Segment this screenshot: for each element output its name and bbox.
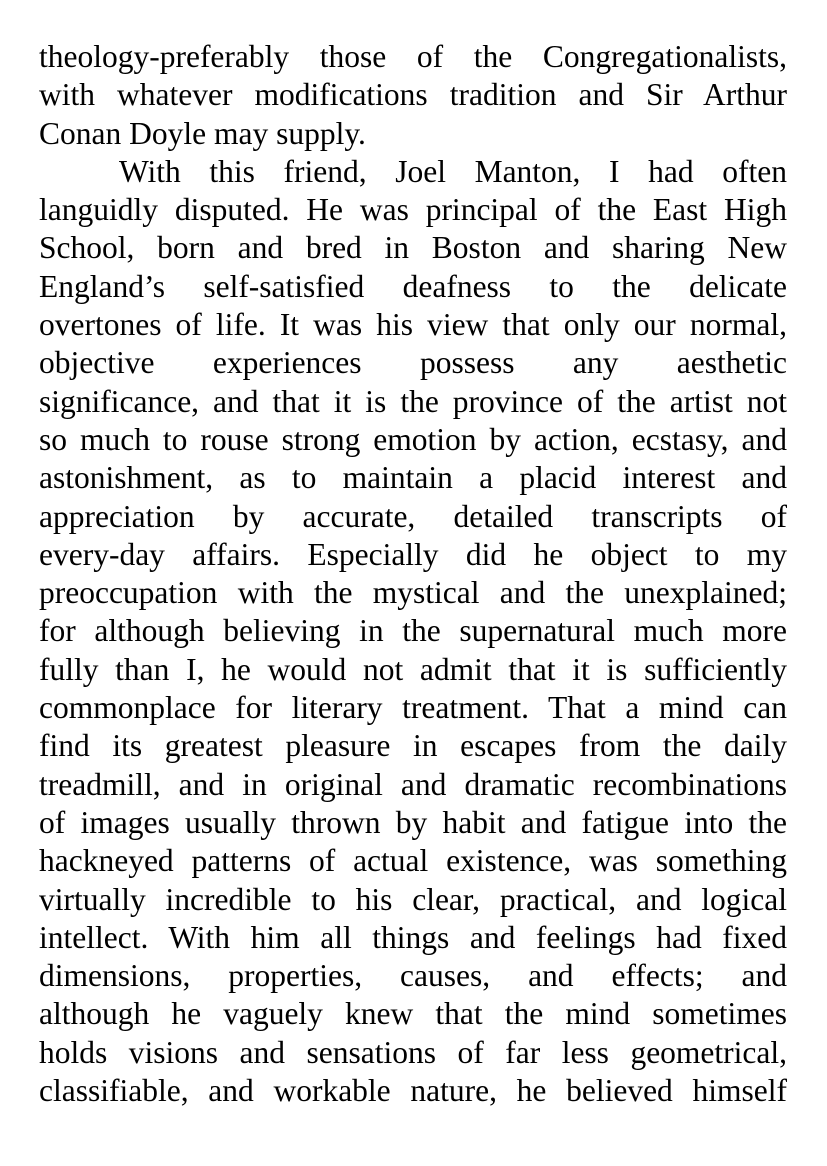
text-line: With this friend, Joel Manton, I had often — [119, 153, 787, 189]
text-line: fully than I, he would not admit that it is sufficiently — [39, 651, 787, 687]
text-line: virtually incredible to his clear, practical, and logical — [39, 881, 787, 917]
text-line: objective experiences possess any aesthetic — [39, 345, 787, 381]
paragraph-2 — [39, 153, 787, 1110]
text-line: hackneyed patterns of actual existence, was something — [39, 843, 787, 879]
text-line: overtones of life. It was his view that only our normal, — [39, 307, 787, 343]
text-line: holds visions and sensations of far less geometrical, — [39, 1034, 787, 1070]
text-line: significance, and that it is the province of the artist not — [39, 383, 787, 419]
text-line: theology-preferably those of the Congregationalists, — [39, 39, 787, 74]
paragraph-1 — [39, 38, 787, 153]
document-page — [39, 38, 787, 1110]
text-line: intellect. With him all things and feelings had fixed — [39, 919, 787, 955]
text-line: classifiable, and workable nature, he believed himself — [39, 1073, 787, 1109]
text-line: dimensions, properties, causes, and effects; and — [39, 958, 787, 994]
text-line: every-day affairs. Especially did he object to my — [39, 536, 787, 572]
text-line: astonishment, as to maintain a placid interest and — [39, 460, 787, 496]
text-line: find its greatest pleasure in escapes from the daily — [39, 728, 787, 764]
text-line: with whatever modifications tradition and Sir Arthur — [39, 77, 787, 113]
text-line: of images usually thrown by habit and fatigue into the — [39, 804, 787, 840]
text-line: although he vaguely knew that the mind sometimes — [39, 996, 787, 1032]
text-line: languidly disputed. He was principal of the East High — [39, 192, 787, 228]
text-line: so much to rouse strong emotion by action, ecstasy, and — [39, 421, 787, 457]
text-line: Conan Doyle may supply. — [39, 115, 366, 151]
text-line: for although believing in the supernatural much more — [39, 613, 787, 649]
text-line: treadmill, and in original and dramatic recombinations — [39, 766, 787, 802]
text-line: appreciation by accurate, detailed transcripts of — [39, 498, 787, 534]
text-line: preoccupation with the mystical and the unexplained; — [39, 575, 787, 611]
text-line: commonplace for literary treatment. That a mind can — [39, 690, 787, 726]
text-line: England’s self-satisfied deafness to the delicate — [39, 268, 787, 304]
text-line: School, born and bred in Boston and sharing New — [39, 230, 787, 266]
